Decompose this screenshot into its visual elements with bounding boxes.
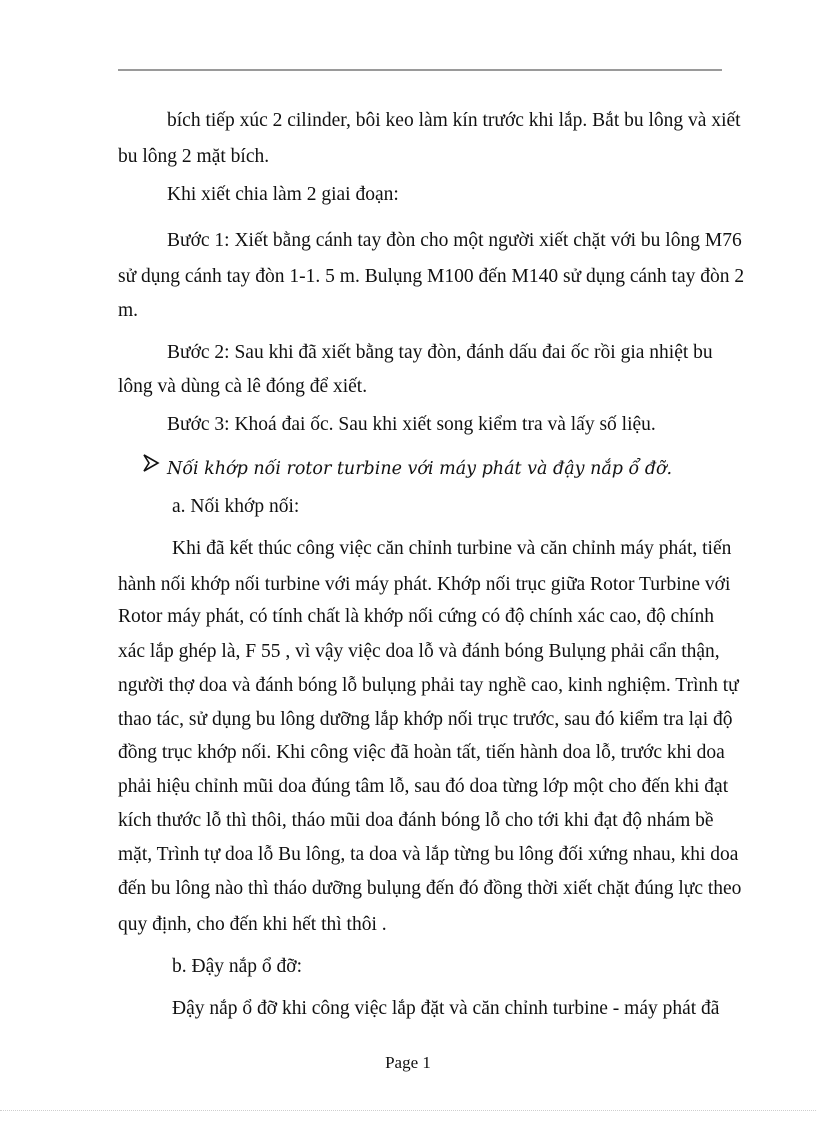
arrow-bullet-icon — [142, 454, 160, 472]
body-line-20: kích thước lỗ thì thôi, tháo mũi doa đánh bóng lỗ cho tới khi đạt độ nhám bề — [118, 810, 714, 831]
body-line-3: Khi xiết chia làm 2 giai đoạn: — [167, 184, 399, 205]
body-line-17: thao tác, sử dụng bu lông dưỡng lắp khớp nối trục trước, sau đó kiểm tra lại độ — [118, 709, 733, 730]
body-line-16: người thợ doa và đánh bóng lỗ bulụng phải tay nghề cao, kinh nghiệm. Trình tự — [118, 675, 739, 696]
body-line-13: hành nối khớp nối turbine với máy phát. Khớp nối trục giữa Rotor Turbine với — [118, 574, 731, 595]
body-line-14: Rotor máy phát, có tính chất là khớp nối cứng có độ chính xác cao, độ chính — [118, 606, 714, 627]
body-line-23: quy định, cho đến khi hết thì thôi . — [118, 914, 387, 935]
section-heading-coupling: Nối khớp nối rotor turbine với máy phát và đậy nắp ổ đỡ. — [167, 459, 673, 479]
body-line-9: Bước 3: Khoá đai ốc. Sau khi xiết song kiểm tra và lấy số liệu. — [167, 414, 656, 435]
body-line-6: m. — [118, 300, 139, 321]
subheading-b: b. Đậy nắp ổ đỡ: — [172, 956, 302, 977]
body-line-8: lông và dùng cà lê đóng để xiết. — [118, 376, 368, 397]
body-line-12: Khi đã kết thúc công việc căn chỉnh turbine và căn chỉnh máy phát, tiến — [172, 538, 732, 559]
body-line-22: đến bu lông nào thì tháo dưỡng bulụng đến đó đồng thời xiết chặt đúng lực theo — [118, 878, 742, 899]
body-line-7: Bước 2: Sau khi đã xiết bằng tay đòn, đánh dấu đai ốc rồi gia nhiệt bu — [167, 342, 713, 363]
body-line-19: phải hiệu chỉnh mũi doa đúng tâm lỗ, sau đó doa từng lớp một cho đến khi đạt — [118, 776, 729, 797]
body-line-5: sử dụng cánh tay đòn 1-1. 5 m. Bulụng M100 đến M140 sử dụng cánh tay đòn 2 — [118, 266, 745, 287]
body-line-21: mặt, Trình tự doa lỗ Bu lông, ta doa và lắp từng bu lông đối xứng nhau, khi doa — [118, 844, 739, 865]
subheading-a: a. Nối khớp nối: — [172, 496, 300, 517]
page-number: Page 1 — [385, 1053, 431, 1072]
body-line-25: Đậy nắp ổ đỡ khi công việc lắp đặt và căn chỉnh turbine - máy phát đã — [172, 998, 720, 1019]
body-line-1: bích tiếp xúc 2 cilinder, bôi keo làm kín trước khi lắp. Bắt bu lông và xiết — [167, 110, 741, 131]
body-line-4: Bước 1: Xiết bằng cánh tay đòn cho một người xiết chặt với bu lông M76 — [167, 230, 742, 251]
header-rule — [118, 69, 722, 71]
page-bottom-edge — [0, 1110, 816, 1111]
body-line-18: đồng trục khớp nối. Khi công việc đã hoàn tất, tiến hành doa lỗ, trước khi doa — [118, 742, 725, 763]
body-line-15: xác lắp ghép là, F 55 , vì vậy việc doa lỗ và đánh bóng Bulụng phải cẩn thận, — [118, 641, 720, 662]
body-line-2: bu lông 2 mặt bích. — [118, 146, 270, 167]
